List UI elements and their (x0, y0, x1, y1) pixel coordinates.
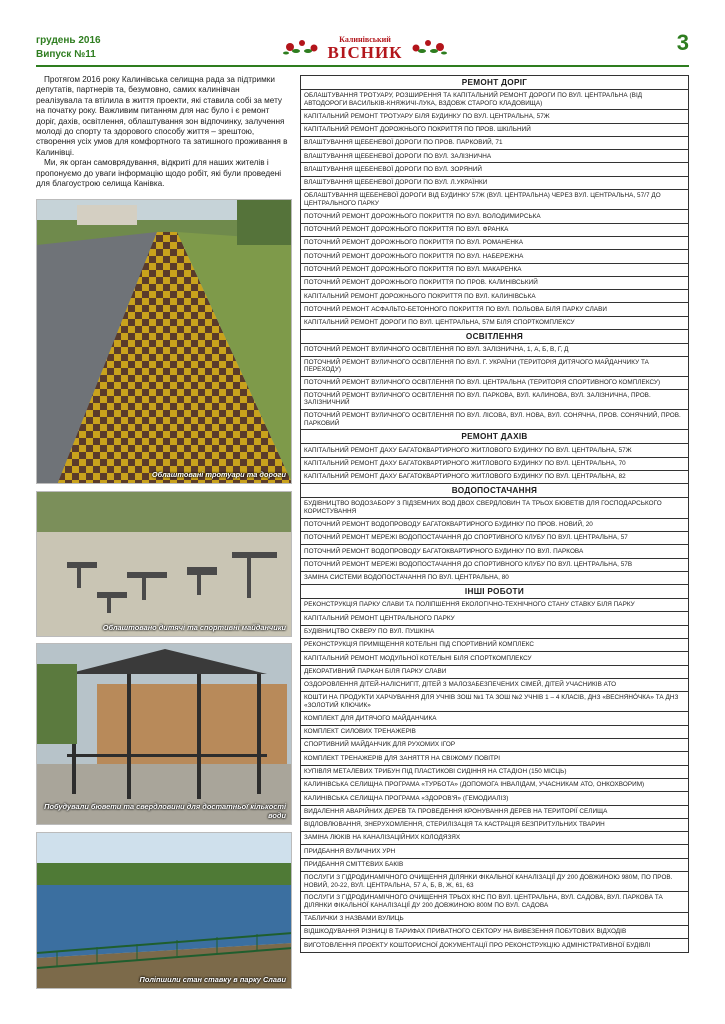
table-row: ПОТОЧНИЙ РЕМОНТ ДОРОЖНЬОГО ПОКРИТТЯ ПО ВУЛ. МАКАРЕНКА (301, 263, 689, 276)
page-header (36, 32, 689, 68)
table-row: ОБЛАШТУВАННЯ ЩЕБЕНЕВОЇ ДОРОГИ ВІД БУДИНКУ 57Ж (ВУЛ. ЦЕНТРАЛЬНА) ЧЕРЕЗ ВУЛ. ЦЕНТРАЛЬНА, 57/7 ДО ЦЕНТРАЛЬНОГО ПАРКУ (301, 190, 689, 210)
table-row: ПОТОЧНИЙ РЕМОНТ ДОРОЖНЬОГО ПОКРИТТЯ ПО ВУЛ. РОМАНЕНКА (301, 236, 689, 249)
table-row: КАПІТАЛЬНИЙ РЕМОНТ ДАХУ БАГАТОКВАРТИРНОГО ЖИТЛОВОГО БУДИНКУ ПО ВУЛ. ЦЕНТРАЛЬНА, 57Ж (301, 444, 689, 457)
table-row: ПОТОЧНИЙ РЕМОНТ МЕРЕЖІ ВОДОПОСТАЧАННЯ ДО СПОРТИВНОГО КЛУБУ ПО ВУЛ. ЦЕНТРАЛЬНА, 57В (301, 558, 689, 571)
table-row: ВЛАШТУВАННЯ ЩЕБЕНЕВОЇ ДОРОГИ ПО ВУЛ. ЗАЛІЗНИЧНА (301, 150, 689, 163)
table-row: КОМПЛЕКТ ТРЕНАЖЕРІВ ДЛЯ ЗАНЯТТЯ НА СВІЖОМУ ПОВІТРІ (301, 752, 689, 765)
table-row: КОШТИ НА ПРОДУКТИ ХАРЧУВАННЯ ДЛЯ УЧНІВ ЗОШ №1 ТА ЗОШ №2 УЧНІВ 1 – 4 КЛАСІВ, ДНЗ «ВЕСНЯНÓЧКА» ТА ДНЗ «ЗОЛОТИЙ КЛЮЧИК» (301, 692, 689, 712)
table-row: ВЛАШТУВАННЯ ЩЕБЕНЕВОЇ ДОРОГИ ПО ПРОВ. ПАРКОВИЙ, 71 (301, 136, 689, 149)
issue-date: грудень 2016 (36, 35, 101, 46)
photo-caption: Побудували бювети та свердловини для достатньої кількості води (44, 802, 286, 820)
table-row: ВІДЛОВЛЮВАННЯ, ЗНЕРУХОМЛЕННЯ, СТЕРИЛІЗАЦІЯ ТА КАСТРАЦІЯ БЕЗПРИТУЛЬНИХ ТВАРИН (301, 818, 689, 831)
header-divider (36, 65, 689, 67)
table-row: ПОТОЧНИЙ РЕМОНТ ВОДОПРОВОДУ БАГАТОКВАРТИРНОГО БУДИНКУ ПО ПРОВ. НОВИЙ, 20 (301, 518, 689, 531)
section-header-other: ІНШІ РОБОТИ (301, 585, 689, 599)
photo-gazebo (36, 643, 292, 825)
page-number: 3 (676, 30, 689, 55)
table-row: КОМПЛЕКТ ДЛЯ ДИТЯЧОГО МАЙДАНЧИКА (301, 712, 689, 725)
table-row: ЗАМІНА ЛЮКІВ НА КАНАЛІЗАЦІЙНИХ КОЛОДЯЗЯХ (301, 832, 689, 845)
table-row: ПОТОЧНИЙ РЕМОНТ МЕРЕЖІ ВОДОПОСТАЧАННЯ ДО СПОРТИВНОГО КЛУБУ ПО ВУЛ. ЦЕНТРАЛЬНА, 57 (301, 531, 689, 544)
table-row: РЕКОНСТРУКЦІЯ ПАРКУ СЛАВИ ТА ПОЛІПШЕННЯ ЕКОЛОГІЧНО-ТЕХНІЧНОГО СТАНУ СТАВКУ БІЛЯ ПАРКУ (301, 599, 689, 612)
folk-ornament-right-icon (406, 36, 448, 58)
photo-caption: Облаштовано дитячі та спортивні майданчики (102, 623, 286, 632)
table-row: КОМПЛЕКТ СИЛОВИХ ТРЕНАЖЕРІВ (301, 725, 689, 738)
table-row: ПОСЛУГИ З ГІДРОДИНАМІЧНОГО ОЧИЩЕННЯ ДІЛЯНКИ ФІКАЛЬНОЇ КАНАЛІЗАЦІЇ ДУ 200 ДОВЖИНОЮ 980М, ПО ПРОВ. НОВИЙ, 20-22, ВУЛ. ЦЕНТРАЛЬНА, 57 А, Б, В, Ж, 61, 63 (301, 872, 689, 892)
table-row: КАПІТАЛЬНИЙ РЕМОНТ ТРОТУАРУ БІЛЯ БУДИНКУ ПО ВУЛ. ЦЕНТРАЛЬНА, 57Ж (301, 110, 689, 123)
table-row: ПОТОЧНИЙ РЕМОНТ ВУЛИЧНОГО ОСВІТЛЕННЯ ПО ВУЛ. Г. УКРАЇНИ (ТЕРИТОРІЯ ДИТЯЧОГО МАЙДАНЧИКУ ТА ПЕРЕХОДУ) (301, 357, 689, 376)
table-row: ПОТОЧНИЙ РЕМОНТ ВУЛИЧНОГО ОСВІТЛЕННЯ ПО ВУЛ. ЗАЛІЗНИЧНА, 1, А, Б, В, Г, Д (301, 344, 689, 357)
table-row: КАПІТАЛЬНИЙ РЕМОНТ ДОРОЖНЬОГО ПОКРИТТЯ ПО ПРОВ. ШКІЛЬНИЙ (301, 123, 689, 136)
section-header-lighting: ОСВІТЛЕННЯ (301, 330, 689, 344)
photo-caption: Поліпшили стан ставку в парку Слави (139, 975, 286, 984)
intro-paragraph: Ми, як орган самоврядування, відкриті для наших жителів і пропонуємо до уваги інформацію щодо робіт, які були проведені для благоустрою селища Канівка. (36, 158, 282, 189)
works-table (300, 75, 689, 953)
table-row: ПОТОЧНИЙ РЕМОНТ ДОРОЖНЬОГО ПОКРИТТЯ ПО ВУЛ. ФРАНКА (301, 223, 689, 236)
table-row: ВІДШКОДУВАННЯ РІЗНИЦІ В ТАРИФАХ ПРИВАТНОГО СЕКТОРУ НА ВИВЕЗЕННЯ ПОБУТОВИХ ВІДХОДІВ (301, 925, 689, 938)
table-row: КАПІТАЛЬНИЙ РЕМОНТ ДАХУ БАГАТОКВАРТИРНОГО ЖИТЛОВОГО БУДИНКУ ПО ВУЛ. ЦЕНТРАЛЬНА, 82 (301, 471, 689, 484)
table-row: ПОТОЧНИЙ РЕМОНТ ВУЛИЧНОГО ОСВІТЛЕННЯ ПО ВУЛ. ЦЕНТРАЛЬНА (ТЕРИТОРІЯ СПОРТИВНОГО КОМПЛЕКСУ) (301, 376, 689, 389)
photo-playground (36, 491, 292, 637)
section-header-water: ВОДОПОСТАЧАННЯ (301, 484, 689, 498)
table-row: ПОТОЧНИЙ РЕМОНТ ДОРОЖНЬОГО ПОКРИТТЯ ПО ВУЛ. НАБЕРЕЖНА (301, 250, 689, 263)
table-row: КАПІТАЛЬНИЙ РЕМОНТ ДАХУ БАГАТОКВАРТИРНОГО ЖИТЛОВОГО БУДИНКУ ПО ВУЛ. ЦЕНТРАЛЬНА, 70 (301, 457, 689, 470)
table-row: ПОТОЧНИЙ РЕМОНТ ДОРОЖНЬОГО ПОКРИТТЯ ПО ВУЛ. ВОЛОДИМИРСЬКА (301, 210, 689, 223)
table-row: КАПІТАЛЬНИЙ РЕМОНТ ДОРОЖНЬОГО ПОКРИТТЯ ПО ВУЛ. КАЛИНІВСЬКА (301, 290, 689, 303)
photo-sidewalk (36, 199, 292, 484)
table-row: ВИДАЛЕННЯ АВАРІЙНИХ ДЕРЕВ ТА ПРОВЕДЕННЯ КРОНУВАННЯ ДЕРЕВ НА ТЕРИТОРІЇ СЕЛИЩА (301, 805, 689, 818)
photo-caption: Облаштовані тротуари та дороги (151, 470, 286, 479)
table-row: ПОТОЧНИЙ РЕМОНТ ВУЛИЧНОГО ОСВІТЛЕННЯ ПО ВУЛ. ПАРКОВА, ВУЛ. КАЛИНОВА, ВУЛ. ЗАЛІЗНИЧНА, ПРОВ. ЗАЛІЗНИЧНИЙ (301, 389, 689, 409)
issue-number: Випуск №11 (36, 49, 96, 60)
section-header-roofs: РЕМОНТ ДАХІВ (301, 430, 689, 444)
table-row: КАПІТАЛЬНИЙ РЕМОНТ ДОРОГИ ПО ВУЛ. ЦЕНТРАЛЬНА, 57М БІЛЯ СПОРТКОМПЛЕКСУ (301, 316, 689, 329)
table-row: ПОСЛУГИ З ГІДРОДИНАМІЧНОГО ОЧИЩЕННЯ ТРЬОХ КНС ПО ВУЛ. ЦЕНТРАЛЬНА, ВУЛ. САДОВА, ВУЛ. ПАРКОВА ТА ДІЛЯНКИ ФІКАЛЬНОЇ КАНАЛІЗАЦІЇ ДУ 200 ДОВЖИНОЮ 800М ПО ВУЛ. САДОВА (301, 892, 689, 912)
table-row: ДЕКОРАТИВНИЙ ПАРКАН БІЛЯ ПАРКУ СЛАВИ (301, 665, 689, 678)
table-row: ОЗДОРОВЛЕННЯ ДІТЕЙ-НАЛІСНИГІТ, ДІТЕЙ З МАЛОЗАБЕЗПЕЧЕНИХ СІМЕЙ, ДІТЕЙ УЧАСНИКІВ АТО (301, 678, 689, 691)
intro-text (36, 75, 288, 189)
photo-pond (36, 832, 292, 989)
table-row: ПОТОЧНИЙ РЕМОНТ ВОДОПРОВОДУ БАГАТОКВАРТИРНОГО БУДИНКУ ПО ВУЛ. ПАРКОВА (301, 545, 689, 558)
table-row: ВИГОТОВЛЕННЯ ПРОЕКТУ КОШТОРИСНОЇ ДОКУМЕНТАЦІЇ ПРО РЕКОНСТРУКЦІЮ АДМІНІСТРАТИВНОЇ БУДІВЛІ (301, 939, 689, 952)
table-row: ВЛАШТУВАННЯ ЩЕБЕНЕВОЇ ДОРОГИ ПО ВУЛ. ЗОРЯНИЙ (301, 163, 689, 176)
table-row: СПОРТИВНИЙ МАЙДАНЧИК ДЛЯ РУХОМИХ ІГОР (301, 739, 689, 752)
table-row: ПОТОЧНИЙ РЕМОНТ АСФАЛЬТО-БЕТОННОГО ПОКРИТТЯ ПО ВУЛ. ПОЛЬОВА БІЛЯ ПАРКУ СЛАВИ (301, 303, 689, 316)
table-row: КАПІТАЛЬНИЙ РЕМОНТ МОДУЛЬНОЇ КОТЕЛЬНІ БІЛЯ СПОРТКОМПЛЕКСУ (301, 652, 689, 665)
newspaper-title: Калинівський ВІСНИК (327, 35, 403, 62)
table-row: ТАБЛИЧКИ З НАЗВАМИ ВУЛИЦЬ (301, 912, 689, 925)
section-header-roads: РЕМОНТ ДОРІГ (301, 76, 689, 90)
table-row: БУДІВНИЦТВО ВОДОЗАБОРУ З ПІДЗЕМНИХ ВОД ДВОХ СВЕРДЛОВИН ТА ТРЬОХ БЮВЕТІВ ДЛЯ ГОСПОДАРСЬКОГО КОРИСТУВАННЯ (301, 498, 689, 518)
table-row: ПРИДБАННЯ ВУЛИЧНИХ УРН (301, 845, 689, 858)
table-row: ПОТОЧНИЙ РЕМОНТ ВУЛИЧНОГО ОСВІТЛЕННЯ ПО ВУЛ. ЛІСОВА, ВУЛ. НОВА, ВУЛ. СОНЯЧНА, ПРОВ. СОНЯЧНИЙ, ПРОВ. ПАРКОВИЙ (301, 410, 689, 430)
table-row: КАЛИНІВСЬКА СЕЛИЩНА ПРОГРАМА «ТУРБОТА» (ДОПОМОГА ІНВАЛІДАМ, УЧАСНИКАМ АТО, ОНКОХВОРИМ) (301, 778, 689, 791)
table-row: ОБЛАШТУВАННЯ ТРОТУАРУ, РОЗШИРЕННЯ ТА КАПІТАЛЬНИЙ РЕМОНТ ДОРОГИ ПО ВУЛ. ЦЕНТРАЛЬНА (ВІД АВТОДОРОГИ ВАСИЛЬКІВ-КНЯЖИЧІ-ЛУКА, ВЗДОВЖ СТАРОГО КЛАДОВИЩА) (301, 90, 689, 110)
table-row: РЕКОНСТРУКЦІЯ ПРИМІЩЕННЯ КОТЕЛЬНІ ПІД СПОРТИВНИЙ КОМПЛЕКС (301, 638, 689, 651)
table-row: ЗАМІНА СИСТЕМИ ВОДОПОСТАЧАННЯ ПО ВУЛ. ЦЕНТРАЛЬНА, 80 (301, 571, 689, 584)
table-row: ПОТОЧНИЙ РЕМОНТ ДОРОЖНЬОГО ПОКРИТТЯ ПО ПРОВ. КАЛИНІВСЬКИЙ (301, 276, 689, 289)
table-row: КАПІТАЛЬНИЙ РЕМОНТ ЦЕНТРАЛЬНОГО ПАРКУ (301, 612, 689, 625)
table-row: КУПІВЛЯ МЕТАЛЕВИХ ТРИБУН ПІД ПЛАСТИКОВІ СИДІННЯ НА СТАДІОН (150 МІСЦЬ) (301, 765, 689, 778)
intro-paragraph: Протягом 2016 року Калинівська селищна рада за підтримки депутатів, партнерів та, безумовно, самих калинівчан реалізувала та втілила в життя проекти, які ставила собі за мету на початку року. Важливим питанням для нас було і є ремонт доріг, дахів, освітлення, облаштування зон відпочинку, залучення молоді до спорту та здорового способу життя – зрештою, створення усіх умов для комфортного та затишного проживання в Калинівці. (36, 75, 288, 157)
table-row: ПРИДБАННЯ СМІТТЄВИХ БАКІВ (301, 858, 689, 871)
table-row: КАЛИНІВСЬКА СЕЛИЩНА ПРОГРАМА «ЗДОРОВ'Я» (ГЕМОДИАЛІЗ) (301, 792, 689, 805)
table-row: БУДІВНИЦТВО СКВЕРУ ПО ВУЛ. ПУШКІНА (301, 625, 689, 638)
table-row: ВЛАШТУВАННЯ ЩЕБЕНЕВОЇ ДОРОГИ ПО ВУЛ. Л.УКРАЇНКИ (301, 176, 689, 189)
